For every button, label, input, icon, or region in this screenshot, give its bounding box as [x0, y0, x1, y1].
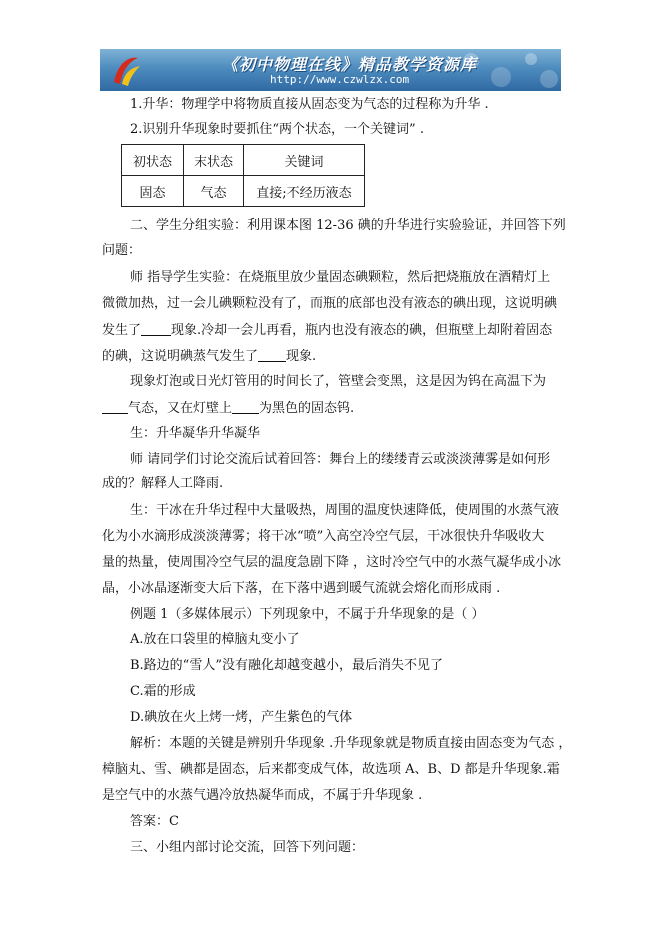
- definition-line: 1.升华：物理学中将物质直接从固态变为气态的过程称为升华 .: [130, 97, 489, 112]
- fill-blank[interactable]: [102, 400, 128, 414]
- fill-blank[interactable]: [232, 400, 259, 414]
- paragraph-line: 微微加热，过一会儿碘颗粒没有了，而瓶的底部也没有液态的碘出现，这说明碘: [102, 296, 558, 311]
- paragraph-line: 生：干冰在升华过程中大量吸热，周围的温度快速降低，使周围的水蒸气液: [130, 503, 560, 518]
- paragraph-line: 现象灯泡或日光灯管用的时间长了，管壁会变黑，这是因为钨在高温下为: [130, 374, 547, 389]
- text-fragment: 气态，又在灯壁上: [128, 401, 233, 416]
- analysis-line: 是空气中的水蒸气遇冷放热凝华而成，不属于升华现象 .: [102, 788, 423, 803]
- analysis-line: 樟脑丸、雪、碘都是固态，后来都变成气体，故选项 A、B、D 都是升华现象.霜: [102, 762, 560, 777]
- option-b: B.路边的“雪人”没有融化却越变越小，最后消失不见了: [130, 658, 443, 673]
- fill-blank[interactable]: [258, 348, 286, 362]
- table-header-cell: 末状态: [184, 145, 244, 176]
- paragraph-line: 生：升华凝华升华凝华: [130, 426, 261, 441]
- option-c: C.霜的形成: [130, 684, 196, 699]
- section-three-heading: 三、小组内部讨论交流，回答下列问题：: [130, 840, 365, 855]
- paragraph-line: 成的？解释人工降雨.: [102, 476, 224, 491]
- text-fragment: 发生了: [102, 323, 142, 338]
- paragraph-line: 问题：: [102, 243, 142, 258]
- paragraph-line: [102, 348, 316, 365]
- analysis-line: 解析：本题的关键是辨别升华现象 .升华现象就是物质直接由固态变为气态 ，: [130, 736, 572, 751]
- example-question: 例题 1（多媒体展示）下列现象中，不属于升华现象的是（ ）: [130, 607, 485, 622]
- logo-icon: [108, 52, 144, 88]
- header-banner: [100, 49, 561, 91]
- banner-title: 《初中物理在线》精品教学资源库: [222, 55, 478, 74]
- text-fragment: 的碘，这说明碘蒸气发生了: [102, 349, 259, 364]
- bubbles-decoration-icon: [441, 49, 561, 91]
- section-two-heading: 二、学生分组实验：利用课本图 12-36 碘的升华进行实验验证，并回答下列: [130, 218, 566, 233]
- identify-line: 2.识别升华现象时要抓住“两个状态，一个关键词” .: [130, 122, 424, 137]
- fill-blank[interactable]: [141, 322, 171, 336]
- table-header-cell: 初状态: [122, 145, 184, 176]
- option-d: D.碘放在火上烤一烤，产生紫色的气体: [130, 710, 353, 725]
- paragraph-line: 师 指导学生实验：在烧瓶里放少量固态碘颗粒，然后把烧瓶放在酒精灯上: [130, 270, 551, 285]
- paragraph-line: 师 请同学们讨论交流后试着回答：舞台上的缕缕青云或淡淡薄雾是如何形: [130, 452, 551, 467]
- text-fragment: 现象.: [286, 349, 317, 364]
- paragraph-line: [102, 322, 552, 339]
- text-fragment: 现象.冷却一会儿再看，瓶内也没有液态的碘，但瓶壁上却附着固态: [171, 323, 553, 338]
- text-fragment: 为黑色的固态钨.: [259, 401, 355, 416]
- table-header-row: [122, 145, 365, 176]
- answer-line: 答案：C: [130, 814, 179, 829]
- option-a: A.放在口袋里的樟脑丸变小了: [130, 632, 300, 647]
- table-cell: 气态: [184, 176, 244, 207]
- paragraph-line: 化为小水滴形成淡淡薄雾；将干冰“喷”入高空冷空气层，干冰很快升华吸收大: [102, 529, 545, 544]
- paragraph-line: [102, 400, 354, 417]
- banner-url[interactable]: http://www.czwlzx.com: [270, 73, 410, 86]
- table-row: [122, 176, 365, 207]
- paragraph-line: 晶，小冰晶逐渐变大后下落，在下落中遇到暖气流就会熔化而形成雨 .: [102, 581, 501, 596]
- table-cell: 直接;不经历液态: [244, 176, 365, 207]
- paragraph-line: 量的热量，使周围冷空气层的温度急剧下降 ，这时冷空气中的水蒸气凝华成小冰: [102, 555, 562, 570]
- table-cell: 固态: [122, 176, 184, 207]
- sublimation-table: [121, 144, 365, 207]
- table-header-cell: 关键词: [244, 145, 365, 176]
